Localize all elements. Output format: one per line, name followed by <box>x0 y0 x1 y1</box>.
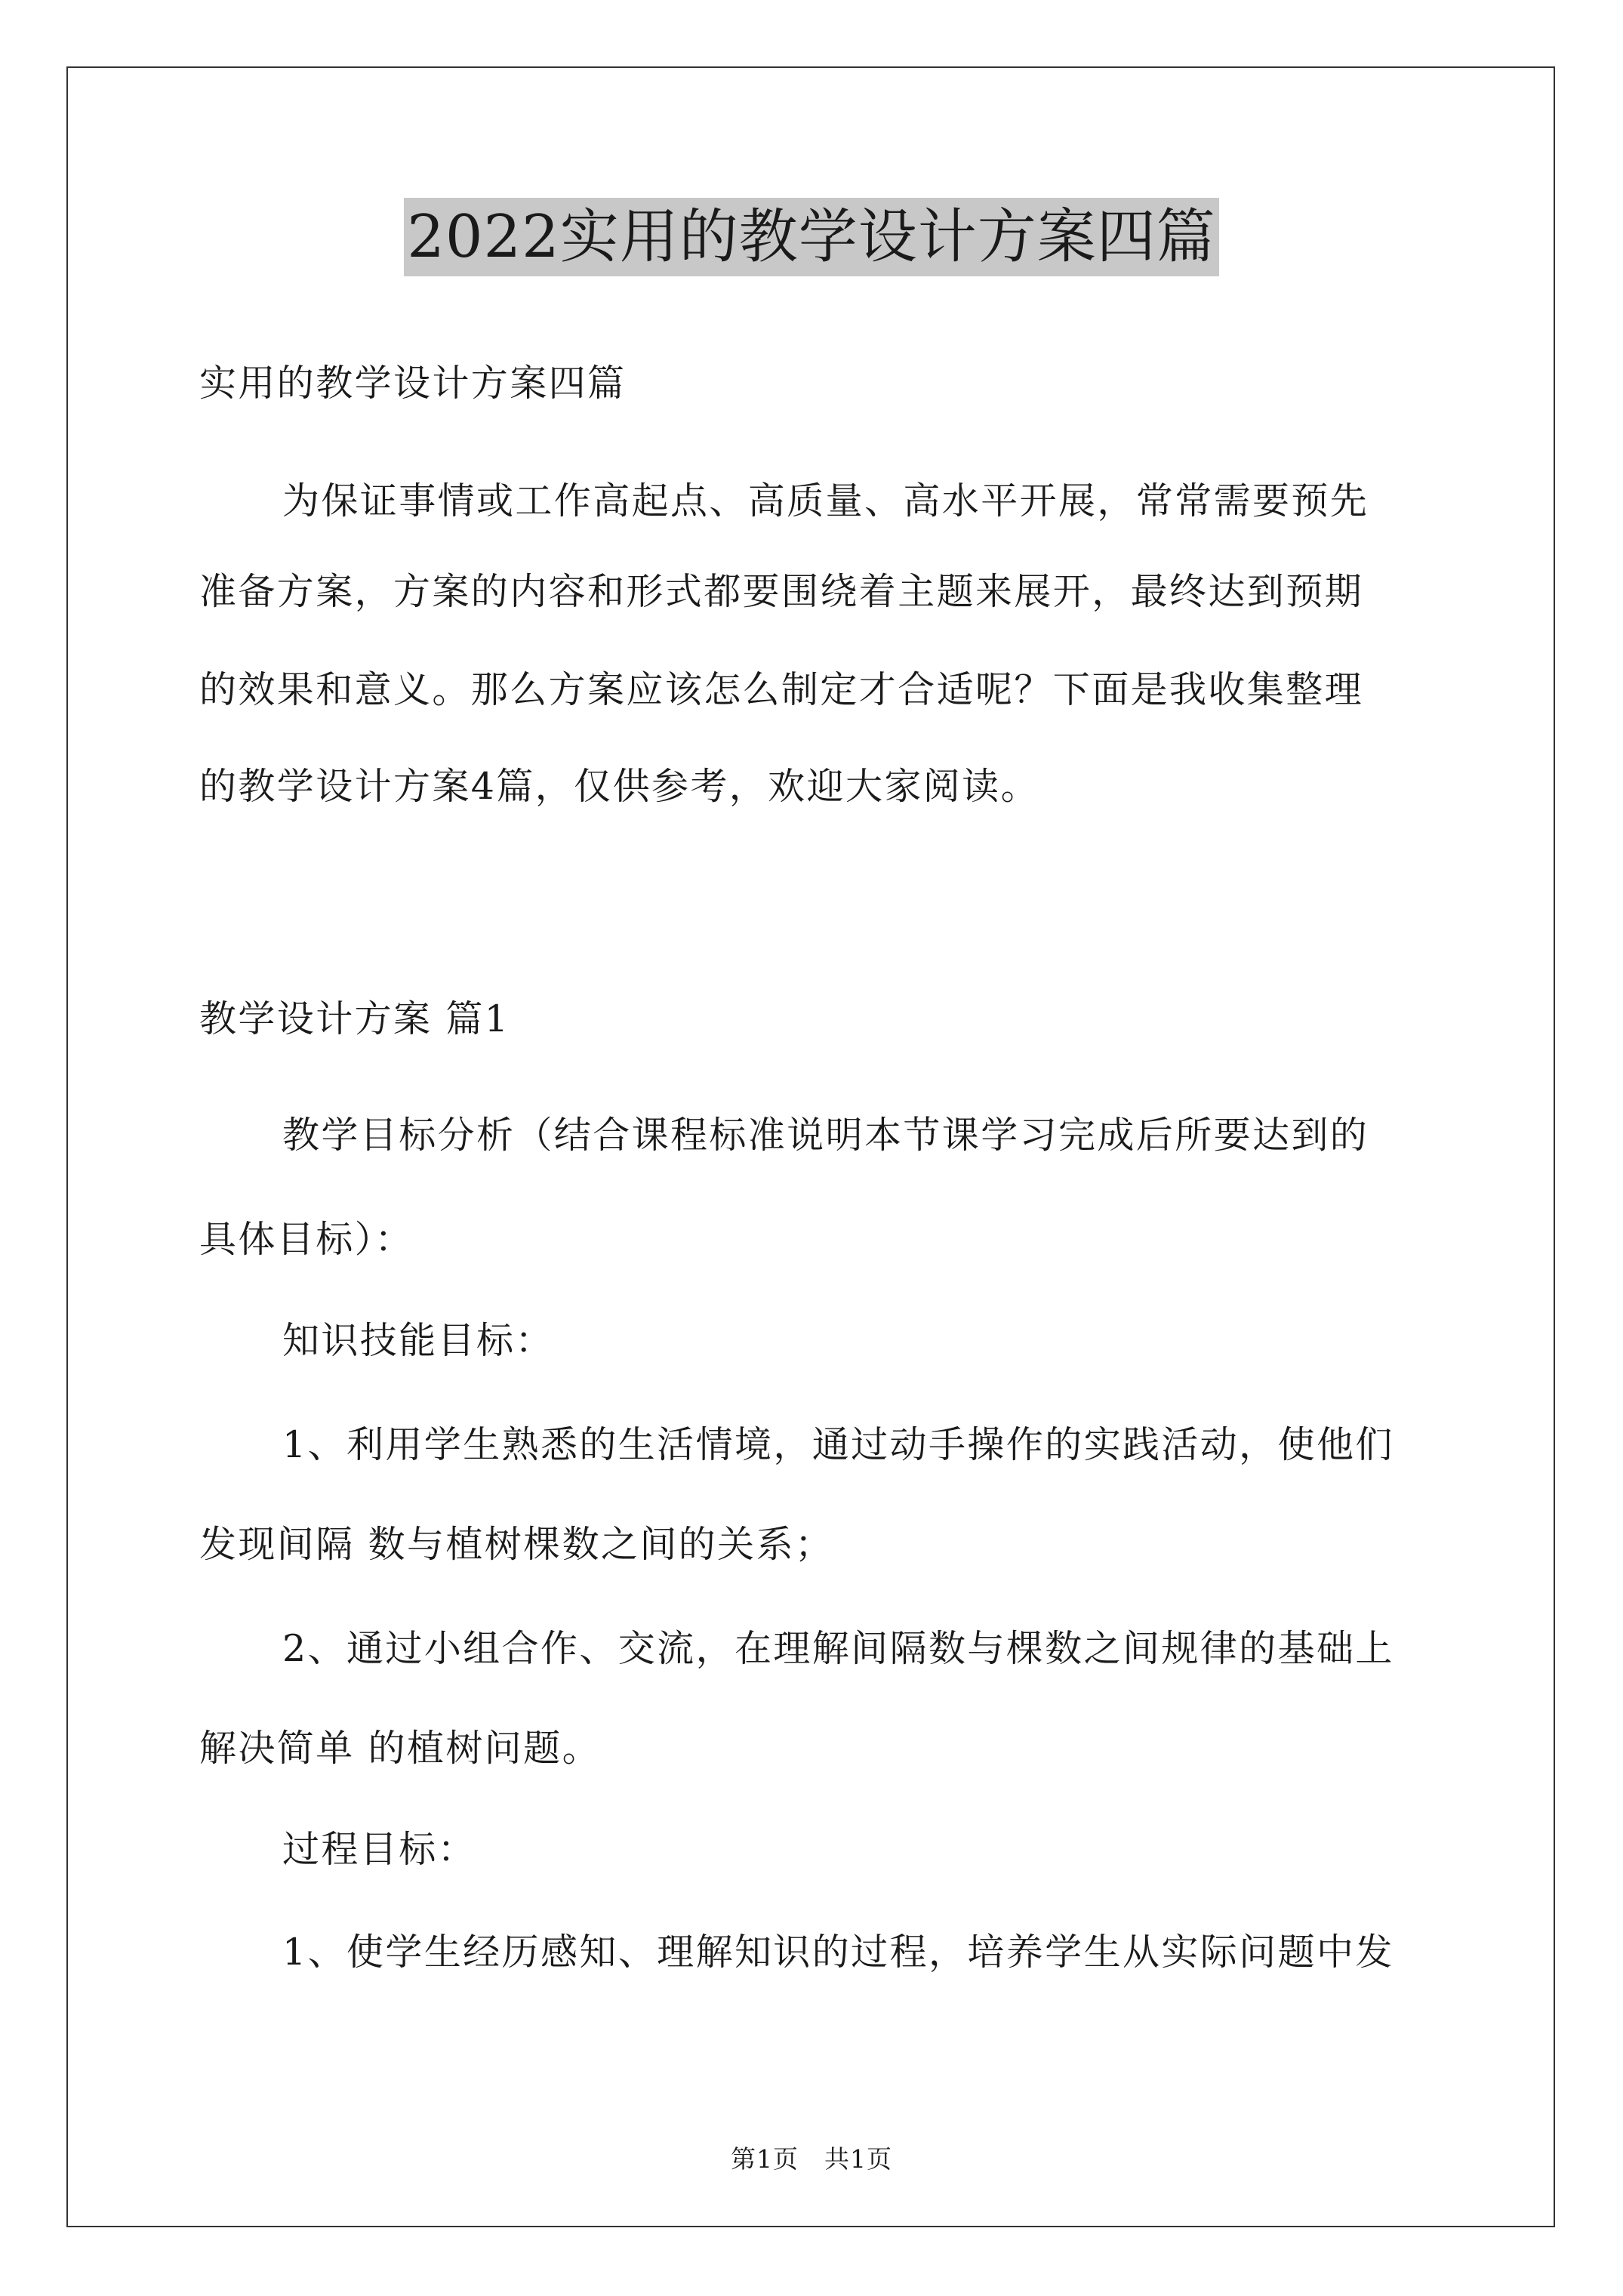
paragraph-line: 为保证事情或工作高起点、高质量、高水平开展，常常需要预先 <box>282 479 1369 522</box>
paragraph-line: 1、使学生经历感知、理解知识的过程，培养学生从实际问题中发 <box>282 1931 1394 1974</box>
paragraph-line: 教学目标分析（结合课程标准说明本节课学习完成后所要达到的 <box>282 1114 1369 1157</box>
page-footer: 第1页 共1页 <box>731 2144 892 2174</box>
paragraph-line: 过程目标： <box>282 1828 477 1871</box>
paragraph-line: 的效果和意义。那么方案应该怎么制定才合适呢？下面是我收集整理 <box>199 668 1364 711</box>
section-heading: 教学设计方案 篇1 <box>199 997 510 1040</box>
paragraph-line: 发现间隔 数与植树棵数之间的关系； <box>199 1523 834 1566</box>
paragraph-line: 解决简单 的植树问题。 <box>199 1727 601 1770</box>
title-container <box>0 198 1623 276</box>
paragraph-line: 准备方案，方案的内容和形式都要围绕着主题来展开，最终达到预期 <box>199 570 1364 613</box>
paragraph-line: 1、利用学生熟悉的生活情境，通过动手操作的实践活动，使他们 <box>282 1423 1394 1466</box>
subtitle-line: 实用的教学设计方案四篇 <box>199 362 627 405</box>
paragraph-line: 具体目标）： <box>199 1218 414 1261</box>
paragraph-line: 2、通过小组合作、交流，在理解间隔数与棵数之间规律的基础上 <box>282 1627 1394 1670</box>
paragraph-line: 的教学设计方案4篇，仅供参考，欢迎大家阅读。 <box>199 765 1039 808</box>
paragraph-line: 知识技能目标： <box>282 1319 554 1362</box>
document-title: 2022实用的教学设计方案四篇 <box>404 198 1219 276</box>
